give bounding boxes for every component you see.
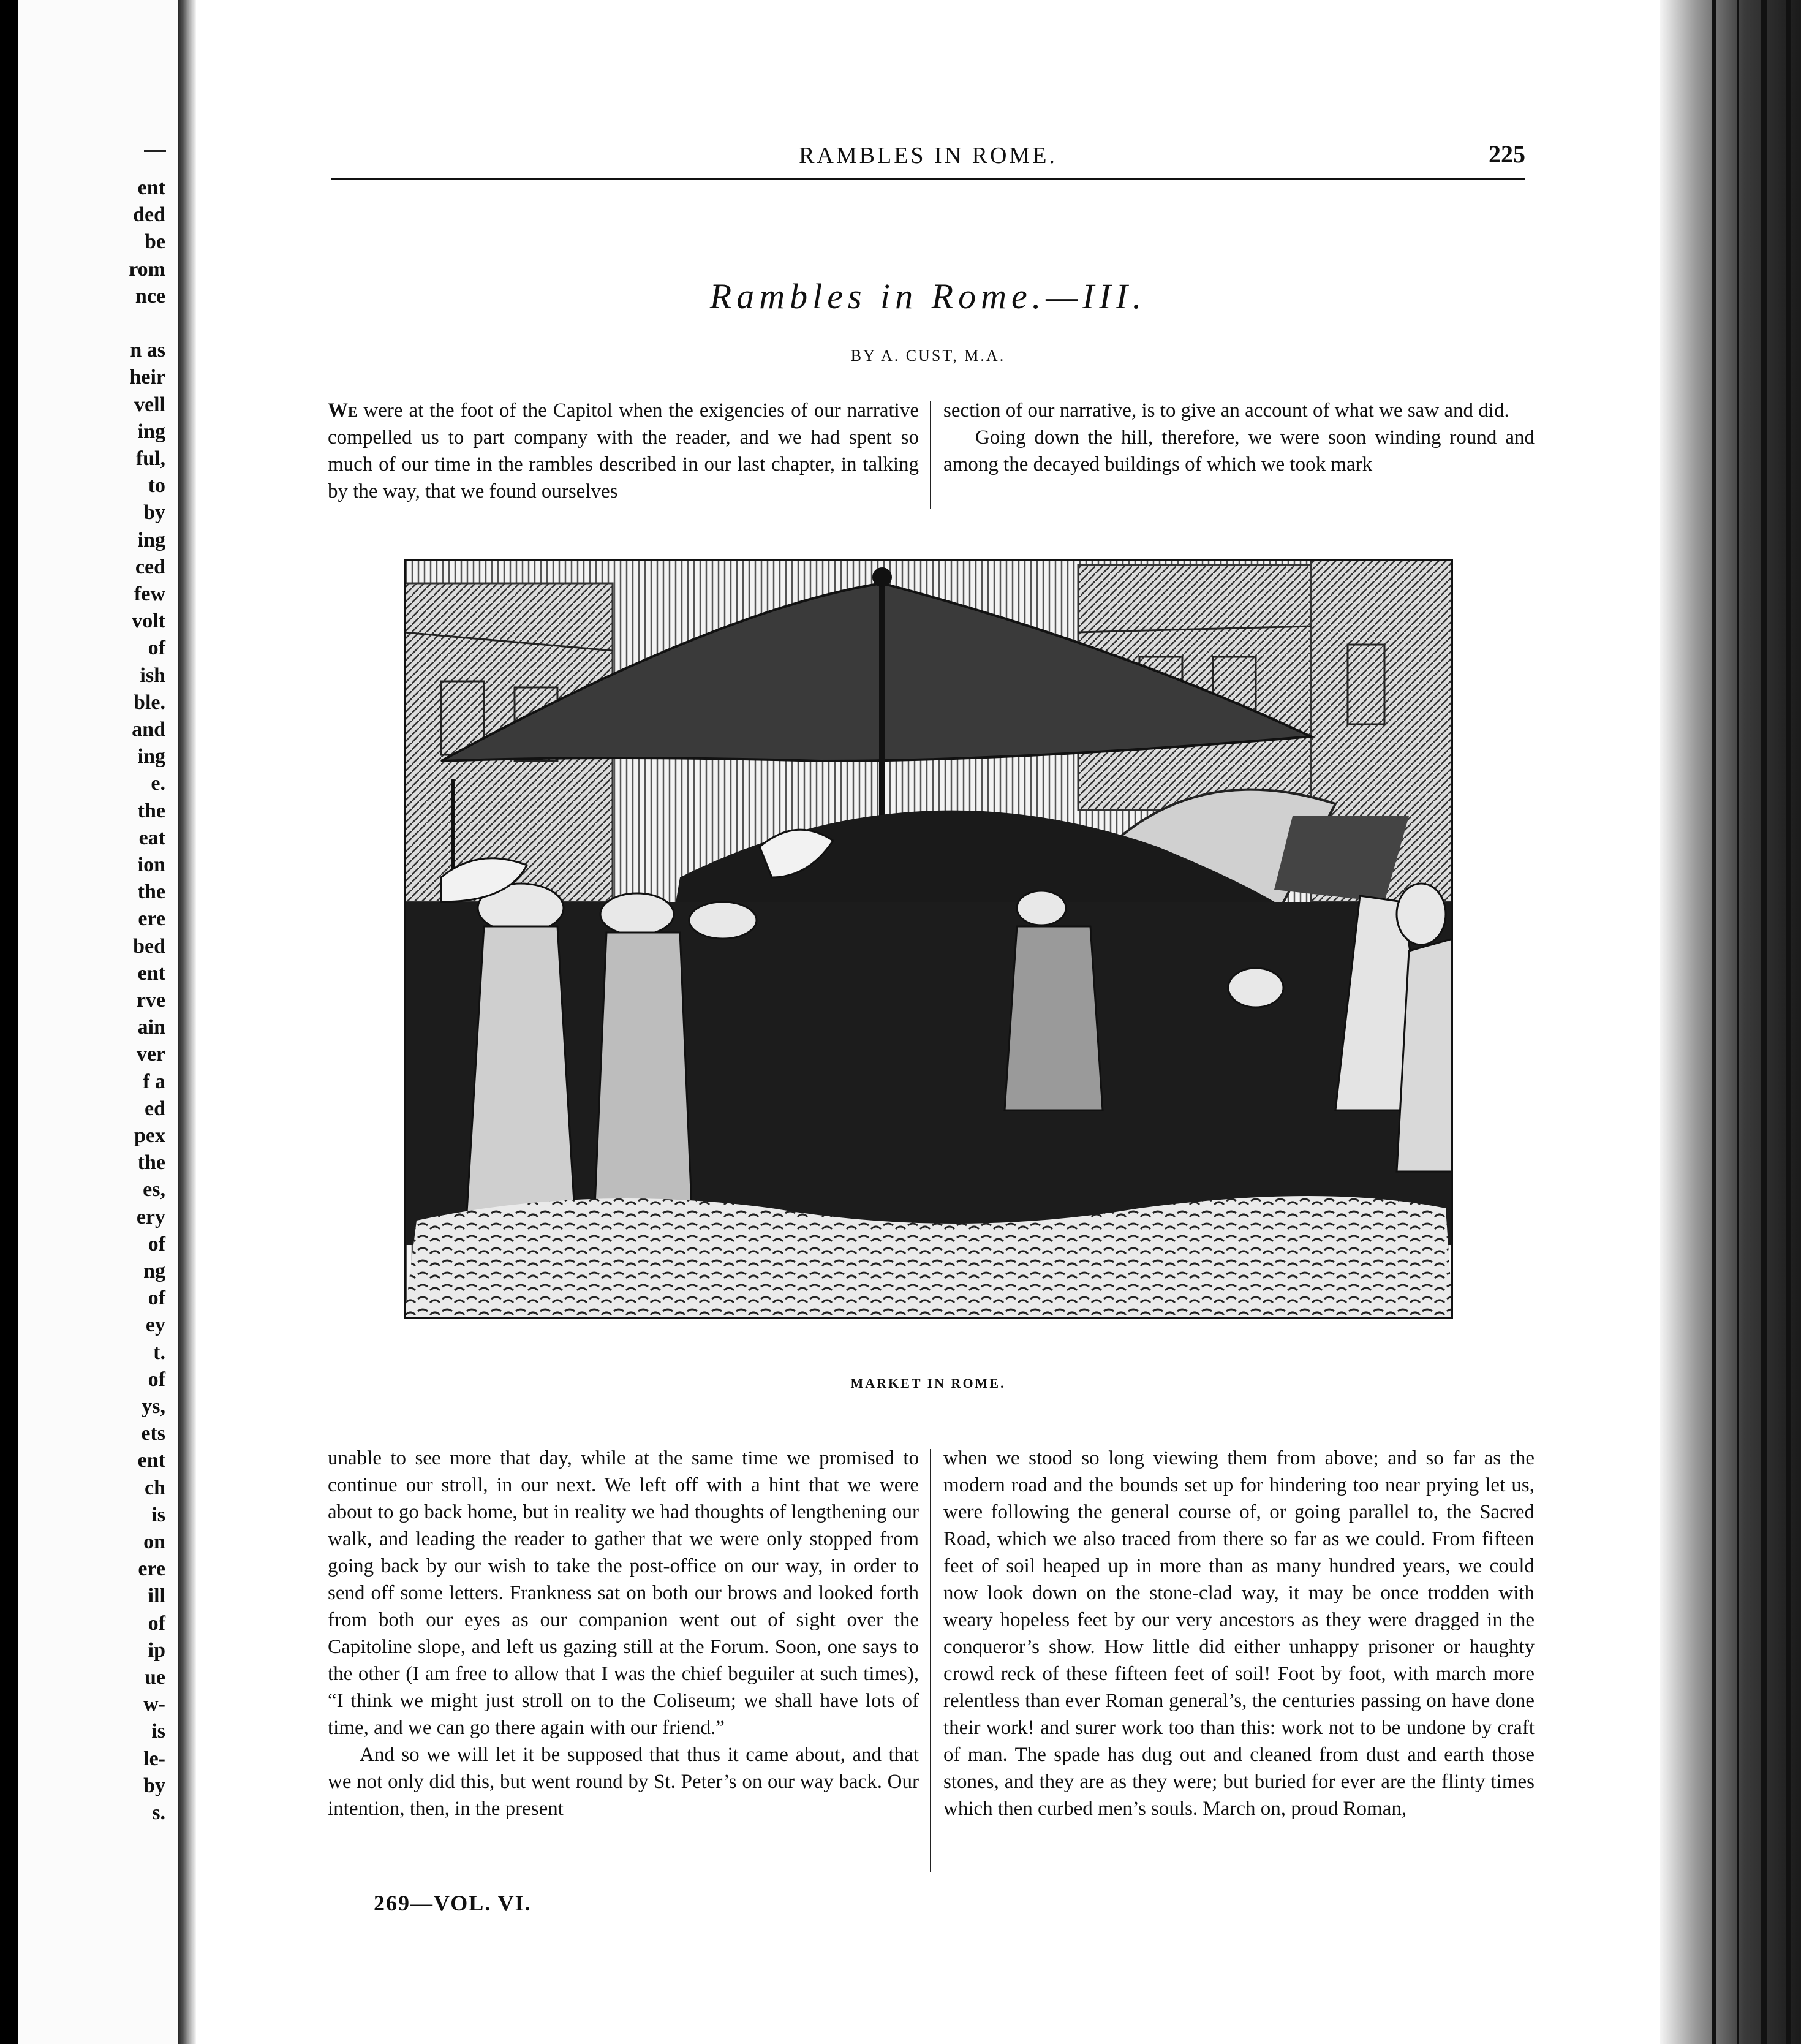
left-page-edge — [18, 0, 178, 2044]
dropcap-word: We — [328, 399, 358, 422]
intro-right-column — [943, 397, 1535, 478]
left-page-fragment: the — [137, 880, 165, 904]
running-head-title: RAMBLES IN ROME. — [799, 143, 1057, 168]
left-page-fragment: rom — [129, 257, 165, 281]
intro-column-rule — [930, 401, 931, 509]
left-page-fragment: to — [148, 474, 165, 498]
left-page-fragment: f a — [143, 1070, 165, 1093]
left-page-fragment: nce — [135, 284, 165, 308]
body-left-paragraph-2: And so we will let it be supposed that thus it came about, and that we not only did this, but went round by St. Peter’s on our way back. Our intention, then, in the present — [328, 1744, 919, 1820]
left-page-fragment: ain — [137, 1016, 165, 1039]
left-page-fragment: ery — [136, 1205, 165, 1228]
left-page-fragment: es, — [143, 1178, 165, 1202]
left-page-fragment: ip — [148, 1638, 165, 1662]
figure-caption: MARKET IN ROME. — [850, 1376, 1006, 1391]
left-page-fragment: by — [143, 1774, 165, 1797]
left-page-fragment: of — [148, 1232, 165, 1255]
left-page-fragment: ver — [136, 1043, 165, 1066]
intro-left-paragraph: We were at the foot of the Capitol when the exigencies of our narrative compelled us to part company with the reader, and we had spent so much of our time in the rambles described in our last chapter, in talking by the way, that we found ourselves — [328, 399, 919, 502]
left-page-fragment: volt — [132, 610, 165, 633]
left-page-fragment: ets — [141, 1422, 165, 1445]
left-page-fragment: is — [151, 1503, 165, 1526]
left-page-fragment: eat — [138, 826, 165, 849]
left-page-fragment: ng — [143, 1260, 165, 1282]
left-page-fragment: of — [148, 1368, 165, 1391]
body-column-rule — [930, 1449, 931, 1872]
left-page-fragment: ed — [145, 1097, 165, 1120]
left-page-fragment: few — [134, 583, 165, 605]
page-number: 225 — [1489, 140, 1525, 168]
intro-right-paragraph-2: Going down the hill, therefore, we were soon winding round and among the decayed buildings of which we took mark — [943, 426, 1535, 475]
left-page-fragment: ful, — [135, 447, 165, 470]
left-page-fragment: ced — [135, 555, 165, 578]
left-page-fragment: and — [132, 718, 165, 741]
left-page-fragment: ent — [137, 961, 165, 985]
left-page-fragment: ere — [138, 907, 165, 931]
left-page-fragment: ish — [140, 664, 165, 687]
left-page-fragment: ing — [137, 745, 165, 768]
market-engraving — [404, 559, 1453, 1319]
left-page-fragment: vell — [134, 393, 165, 416]
left-page-fragment: ent — [137, 176, 165, 199]
left-page-fragment: le- — [143, 1747, 165, 1770]
left-page-fragment: the — [137, 799, 165, 822]
left-page-fragment: ent — [137, 1449, 165, 1472]
market-engraving-svg — [404, 559, 1453, 1319]
left-page-fragment: n as — [130, 339, 165, 362]
left-page-fragment: s. — [152, 1801, 165, 1824]
signature-line: 269—VOL. VI. — [374, 1891, 532, 1915]
left-page-fragment: of — [148, 637, 165, 660]
body-left-column — [328, 1445, 919, 1822]
left-page-fragment: t. — [153, 1341, 165, 1364]
intro-right-paragraph-1: section of our narrative, is to give an account of what we saw and did. — [943, 399, 1509, 422]
left-page-dash — [144, 150, 166, 152]
left-page-fragment: ey — [145, 1314, 165, 1337]
book-gutter — [178, 0, 196, 2044]
left-page-fragment: bed — [133, 934, 165, 958]
byline: BY A. CUST, M.A. — [850, 347, 1006, 365]
left-page-fragment: ill — [148, 1584, 165, 1608]
left-page-fragment: ere — [138, 1558, 165, 1581]
left-page-fragment: ded — [133, 203, 165, 227]
left-page-fragment: w- — [143, 1693, 165, 1716]
article-title: Rambles in Rome.—III. — [709, 276, 1147, 316]
scan-border-left — [0, 0, 18, 2044]
left-page-fragment: of — [148, 1611, 165, 1635]
left-page-fragment: e. — [151, 772, 165, 795]
left-page-fragment: ing — [137, 420, 165, 443]
body-right-paragraph-1: when we stood so long viewing them from above; and so far as the modern road and the bounds set up for hindering too near prying let us, were following the general course of, or going parallel to, the Sacred Road, which we also traced from there so far as we could. From fifteen feet of soil heaped up in more than as many hundred years, we could now look down on the stone-clad way, it may be once trodden with weary hopeless feet by our very ancestors as they were dragged in the conqueror’s show. How little did either unhappy prisoner or haughty crowd reck of these fifteen feet of soil! Foot by foot, with march more relentless than ever Roman general’s, the centuries passing on have done their work! and surer work too than this: work not to be undone by craft of man. The spade has dug out and cleaned from dust and earth those stones, and they are as they were; but buried for ever are the flinty times which then curbed men’s souls. March on, proud Roman, — [943, 1447, 1535, 1820]
left-page-fragment: ch — [145, 1476, 165, 1499]
body-left-paragraph-1: unable to see more that day, while at the same time we promised to continue our stroll, in our next. We left off with a hint that we were about to go back home, but in reality we had thoughts of lengthening our walk, and leading the reader to gather that we were only stopped from going back by our wish to take the post-office on our way, in order to send off some letters. Frankness sat on both our brows and looked forth from both our eyes as our companion went out of sight over the Capitoline slope, and left us gazing still at the Forum. Soon, one says to the other (I am free to allow that I was the chief beguiler at such times), “I think we might just stroll on to the Coliseum; we shall have lots of time, and we can go there again with our friend.” — [328, 1447, 919, 1739]
left-page-fragment: ion — [137, 854, 165, 876]
left-page-fragment: by — [143, 501, 165, 524]
left-page-fragment: heir — [129, 366, 165, 389]
left-page-fragment: is — [151, 1720, 165, 1743]
left-page-fragment: the — [137, 1151, 165, 1175]
left-page-fragment: on — [143, 1531, 165, 1553]
body-right-column — [943, 1445, 1535, 1822]
left-page-fragment: ys, — [142, 1395, 165, 1418]
left-page-fragment: be — [145, 230, 165, 254]
left-page-fragment: ble. — [134, 691, 165, 714]
left-page-fragment: rve — [136, 989, 165, 1012]
intro-left-column — [328, 397, 919, 505]
running-head — [331, 137, 1525, 174]
book-edge-right — [1660, 0, 1801, 2044]
left-page-fragment: pex — [134, 1124, 165, 1147]
left-page-fragment: ing — [137, 528, 165, 551]
header-rule — [331, 178, 1525, 180]
left-page-fragment: ue — [145, 1666, 165, 1689]
left-page-fragment: of — [148, 1287, 165, 1310]
